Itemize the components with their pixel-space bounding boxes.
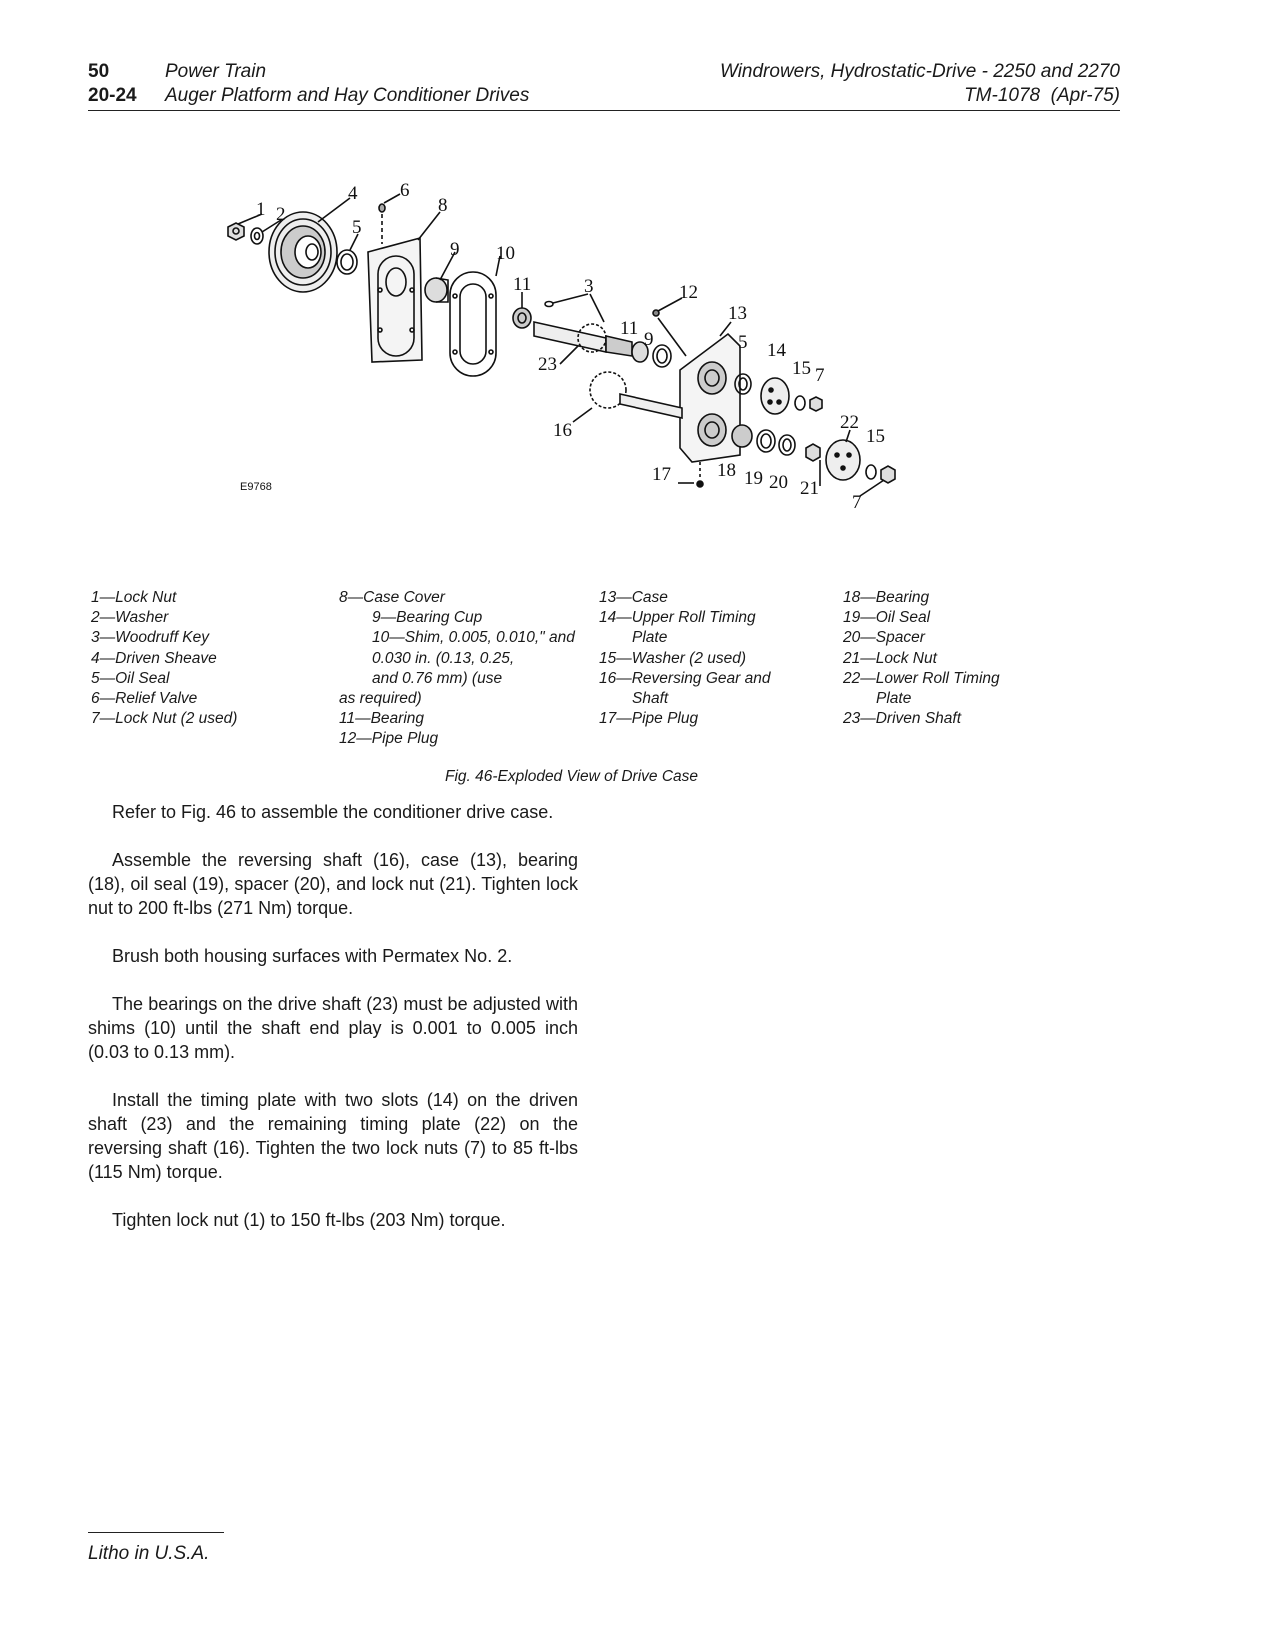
- callout-16: 16: [553, 420, 572, 441]
- callout-17: 17: [652, 464, 671, 485]
- body-text: [88, 800, 578, 1256]
- manual-code: TM-1078 (Apr-75): [964, 85, 1120, 106]
- manual-title: Windrowers, Hydrostatic-Drive - 2250 and 2270: [719, 61, 1120, 82]
- figure-callouts: [240, 180, 885, 513]
- callout-9b: 9: [644, 329, 654, 350]
- callout-10: 10: [496, 243, 515, 264]
- subsection-number: 20-24: [88, 85, 137, 106]
- callout-18: 18: [717, 460, 736, 481]
- lock-nut-shape: [228, 223, 244, 240]
- callout-11b: 11: [620, 318, 639, 339]
- paragraph-6: Tighten lock nut (1) to 150 ft-lbs (203 Nm) torque.: [112, 1210, 506, 1230]
- header-rule: [88, 110, 1120, 111]
- paragraph-4: The bearings on the drive shaft (23) must be adjusted with shims (10) until the shaft end play is 0.001 to 0.005 inch (0.03 to 0.13 mm).: [88, 994, 578, 1062]
- legend-column-3: 13—Case 14—Upper Roll Timing Plate 15—Washer (2 used) 16—Reversing Gear and Shaft 17—Pipe Plug: [599, 589, 771, 728]
- shim-shape: [450, 272, 496, 376]
- callout-8: 8: [438, 195, 448, 216]
- paragraph-3: Brush both housing surfaces with Permatex No. 2.: [112, 946, 513, 966]
- page-number: 50: [88, 61, 110, 82]
- figure-caption: Fig. 46-Exploded View of Drive Case: [445, 768, 699, 785]
- callout-6: 6: [400, 180, 410, 201]
- figure-code: E9768: [240, 481, 272, 493]
- legend-column-1: 1—Lock Nut 2—Washer 3—Woodruff Key 4—Driven Sheave 5—Oil Seal 6—Relief Valve 7—Lock Nut (2 used): [91, 589, 238, 728]
- callout-14: 14: [767, 340, 786, 361]
- callout-3: 3: [584, 276, 594, 297]
- callout-7b: 7: [815, 365, 825, 386]
- paragraph-5: Install the timing plate with two slots (14) on the driven shaft (23) and the remaining timing plate (22) on the reversing shaft (16). Tighten the two lock nuts (7) to 85 ft-lbs (115 Nm) torque.: [88, 1090, 578, 1182]
- callout-11: 11: [513, 274, 532, 295]
- paragraph-1: Refer to Fig. 46 to assemble the conditioner drive case.: [112, 802, 554, 822]
- footer-rule: [88, 1532, 224, 1533]
- footer-text: Litho in U.S.A.: [88, 1543, 210, 1564]
- section-title: Power Train: [165, 61, 267, 82]
- callout-9: 9: [450, 239, 460, 260]
- callout-21: 21: [800, 478, 819, 499]
- callout-23: 23: [538, 354, 557, 375]
- legend-column-2: 8—Case Cover 9—Bearing Cup 10—Shim, 0.005, 0.010," and 0.030 in. (0.13, 0.25, and 0.76 mm) (use as required) 11—Bearing 12—Pipe Plug: [339, 589, 575, 748]
- callout-22: 22: [840, 412, 859, 433]
- callout-5: 5: [352, 217, 362, 238]
- callout-5b: 5: [738, 332, 748, 353]
- callout-15: 15: [792, 358, 811, 379]
- legend-column-4: 18—Bearing 19—Oil Seal 20—Spacer 21—Lock Nut 22—Lower Roll Timing Plate 23—Driven Shaft: [843, 589, 1000, 728]
- callout-15b: 15: [866, 426, 885, 447]
- callout-7: 7: [852, 492, 862, 513]
- exploded-view-figure: [200, 180, 960, 530]
- callout-13: 13: [728, 303, 747, 324]
- callout-4: 4: [348, 183, 358, 204]
- callout-2: 2: [276, 204, 286, 225]
- callout-19: 19: [744, 468, 763, 489]
- callout-20: 20: [769, 472, 788, 493]
- paragraph-2: Assemble the reversing shaft (16), case (13), bearing (18), oil seal (19), spacer (20), and lock nut (21). Tighten lock nut to 200 ft-lbs (271 Nm) torque.: [88, 850, 578, 918]
- subsection-title: Auger Platform and Hay Conditioner Drives: [165, 85, 530, 106]
- callout-12: 12: [679, 282, 698, 303]
- callout-1: 1: [256, 199, 266, 220]
- driven-shaft-shape: [534, 322, 606, 352]
